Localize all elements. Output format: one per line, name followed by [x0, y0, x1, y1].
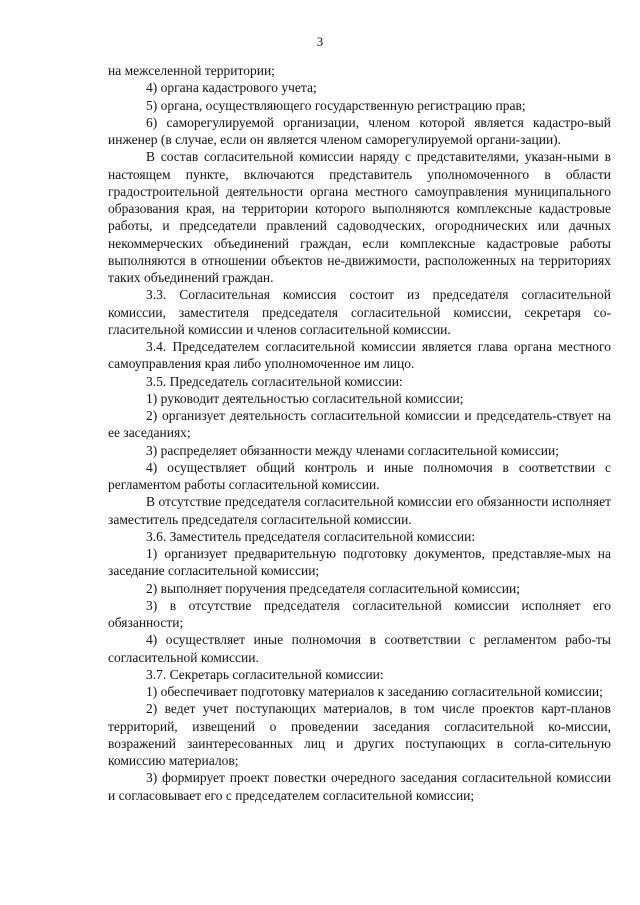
paragraph-3-6-item-4: 4) осуществляет иные полномочия в соответствии с регламентом рабо-ты согласительной комиссии.	[108, 632, 611, 665]
paragraph-3-4: 3.4. Председателем согласительной комиссии является глава органа местного самоуправления края либо уполномоченное им лицо.	[108, 339, 611, 372]
page-number: 3	[316, 35, 324, 49]
paragraph-3-5: 3.5. Председатель согласительной комиссии:	[146, 373, 403, 389]
paragraph-item-4: 4) органа кадастрового учета;	[146, 80, 317, 96]
paragraph-3-7-item-2: 2) ведет учет поступающих материалов, в том числе проектов карт-планов территорий, извещений о проведении заседания согласительной ко-миссии, возражений заинтересованных лиц и других поступающих в согла-сительную комиссию материалов;	[108, 701, 611, 768]
paragraph-item-6: 6) саморегулируемой организации, членом которой является кадастро-вый инженер (в случае, если он является членом саморегулируемой органи-зации).	[108, 114, 611, 147]
paragraph-3-7-item-3: 3) формирует проект повестки очередного заседания согласительной комиссии и согласовывает его с председателем согласительной комиссии;	[108, 770, 611, 803]
paragraph-3-6: 3.6. Заместитель председателя согласительной комиссии:	[146, 528, 476, 544]
paragraph-3-7: 3.7. Секретарь согласительной комиссии:	[146, 666, 384, 682]
paragraph-3-3: 3.3. Согласительная комиссия состоит из председателя согласительной комиссии, заместителя председателя согласительной комиссии, секретаря со-гласительной комиссии и членов согласительной комиссии.	[108, 287, 611, 337]
paragraph-chair-absence: В отсутствие председателя согласительной комиссии его обязанности исполняет заместитель председателя согласительной комиссии.	[108, 494, 611, 527]
paragraph-3-6-item-3: 3) в отсутствие председателя согласительной комиссии исполняет его обязанности;	[108, 597, 611, 630]
paragraph-3-7-item-1: 1) обеспечивает подготовку материалов к заседанию согласительной комиссии;	[146, 684, 603, 699]
paragraph-commission-composition: В состав согласительной комиссии наряду с представителями, указан-ными в настоящем пункте, включаются представитель уполномоченного в области градостроительной деятельности органа местного самоуправления муниципального образования края, на территории которого выполняются комплексные кадастровые работы, и председатели правлений садоводческих, огороднических или дачных некоммерческих объединений граждан, если комплексные кадастровые работы выполняются в отношении объектов не-движимости, расположенных на территориях таких объединений граждан.	[108, 149, 611, 285]
paragraph-item-5: 5) органа, осуществляющего государственную регистрацию прав;	[146, 97, 526, 113]
paragraph-3-6-item-1: 1) организует предварительную подготовку документов, представляе-мых на заседание согласительной комиссии;	[108, 546, 611, 579]
paragraph-continuation: на межселенной территории;	[108, 63, 275, 78]
paragraph-3-5-item-2: 2) организует деятельность согласительной комиссии и председатель-ствует на ее заседаниях;	[108, 408, 611, 441]
document-body	[108, 62, 611, 804]
paragraph-3-5-item-4: 4) осуществляет общий контроль и иные полномочия в соответствии с регламентом работы согласительной комиссии.	[108, 459, 611, 492]
paragraph-3-6-item-2: 2) выполняет поручения председателя согласительной комиссии;	[146, 580, 520, 596]
paragraph-3-5-item-1: 1) руководит деятельностью согласительной комиссии;	[146, 390, 464, 406]
paragraph-3-5-item-3: 3) распределяет обязанности между членами согласительной комиссии;	[146, 442, 560, 458]
